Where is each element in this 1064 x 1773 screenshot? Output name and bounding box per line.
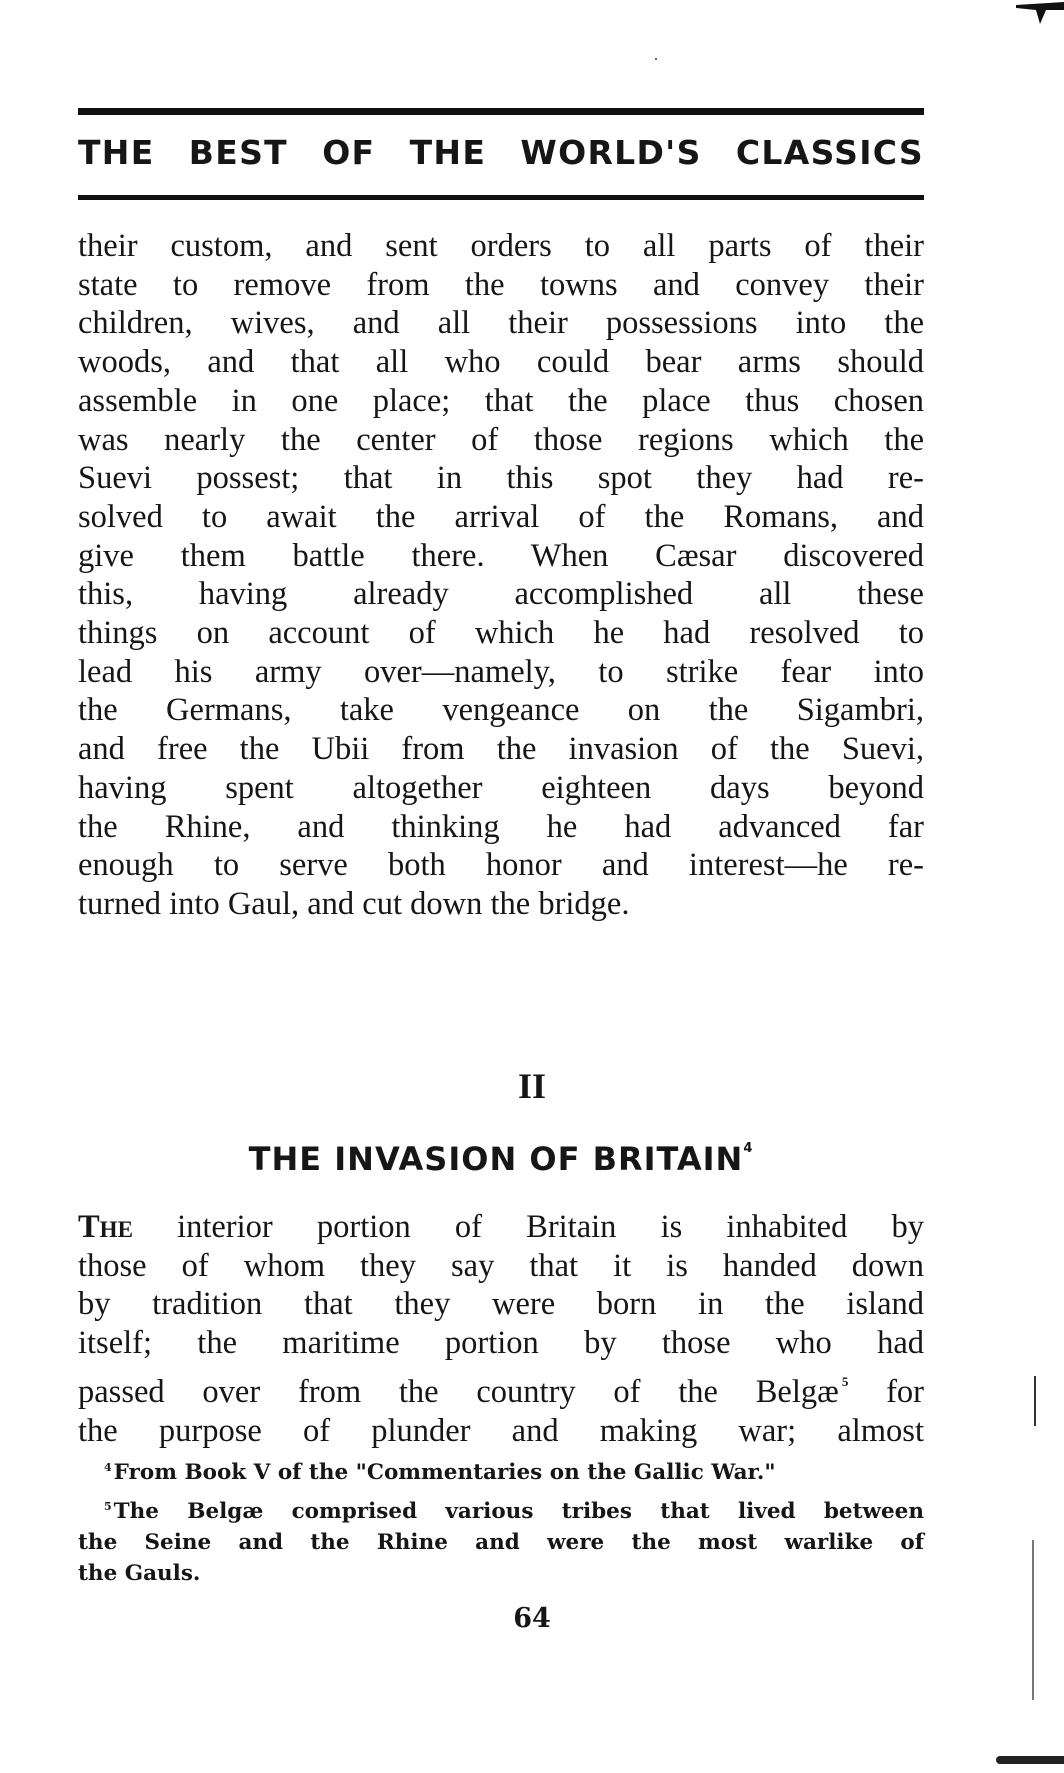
text-line: itself; the maritime portion by those who had xyxy=(78,1325,924,1362)
text-line: solved to await the arrival of the Romans, and xyxy=(78,498,924,535)
header-rule-top xyxy=(78,108,924,115)
footnote-reference: 4 xyxy=(743,1141,754,1156)
text-line: their custom, and sent orders to all parts of their xyxy=(78,228,924,264)
text-line: woods, and that all who could bear arms should xyxy=(78,344,924,381)
footnote-line xyxy=(78,1491,924,1527)
scan-edge-line xyxy=(1032,1540,1034,1700)
header-rule-bottom xyxy=(78,195,924,200)
text-line: children, wives, and all their possessions into the xyxy=(78,305,924,342)
text-line: was nearly the center of those regions which the xyxy=(78,421,924,458)
section-title-text: THE INVASION OF BRITAIN xyxy=(248,1140,744,1178)
text-line: by tradition that they were born in the island xyxy=(78,1286,924,1323)
running-head: THE BEST OF THE WORLD'S CLASSICS xyxy=(78,133,924,172)
text-line: things on account of which he had resolved to xyxy=(78,615,924,652)
text-line: the purpose of plunder and making war; almost xyxy=(78,1412,924,1449)
text-line: state to remove from the towns and convey their xyxy=(78,266,924,303)
footnote-mark: 4 xyxy=(104,1461,112,1474)
section-number: II xyxy=(517,1066,547,1106)
text-line xyxy=(78,1208,924,1247)
paragraph-britain xyxy=(78,1208,924,1450)
text-line: this, having already accomplished all these xyxy=(78,576,924,613)
footnotes xyxy=(78,1452,924,1589)
footnote-mark: 5 xyxy=(104,1500,112,1513)
scan-smudge xyxy=(996,1756,1064,1764)
footnote-reference: 5 xyxy=(841,1373,849,1389)
text-line: the Rhine, and thinking he had advanced far xyxy=(78,808,924,845)
text-line xyxy=(78,1363,924,1412)
text-line: lead his army over—namely, to strike fear into xyxy=(78,653,924,690)
scan-speck xyxy=(655,58,657,60)
footnote xyxy=(78,1452,924,1488)
text-segment: interior portion of Britain is inhabited by xyxy=(132,1209,924,1245)
opening-word: The xyxy=(78,1209,133,1245)
page-number: 64 xyxy=(513,1603,551,1634)
text-line: turned into Gaul, and cut down the bridge. xyxy=(78,885,630,922)
text-segment: passed over from the country of the Belgæ xyxy=(78,1373,839,1410)
text-line: Suevi possest; that in this spot they had re- xyxy=(78,460,924,497)
text-line: the Germans, take vengeance on the Sigambri, xyxy=(78,692,924,729)
footnote-line: the Gauls. xyxy=(78,1561,201,1586)
text-segment: for xyxy=(848,1373,924,1410)
footnote-text: The Belgæ comprised various tribes that lived between xyxy=(113,1499,924,1524)
paragraph-continued xyxy=(78,227,924,924)
text-line: and free the Ubii from the invasion of the Suevi, xyxy=(78,731,924,768)
footnote xyxy=(78,1491,924,1589)
text-line: give them battle there. When Cæsar discovered xyxy=(78,537,924,574)
page-corner-mark xyxy=(1016,2,1064,24)
text-line: assemble in one place; that the place thus chosen xyxy=(78,382,924,419)
text-line: those of whom they say that it is handed down xyxy=(78,1247,924,1284)
footnote-line xyxy=(78,1452,924,1488)
text-line: enough to serve both honor and interest—he re- xyxy=(78,847,924,884)
section-title xyxy=(78,1140,924,1178)
text-line: having spent altogether eighteen days beyond xyxy=(78,769,924,806)
footnote-text: From Book V of the "Commentaries on the Gallic War." xyxy=(113,1460,776,1485)
scan-edge-line xyxy=(1034,1376,1036,1426)
footnote-line: the Seine and the Rhine and were the most warlike of xyxy=(78,1530,924,1555)
